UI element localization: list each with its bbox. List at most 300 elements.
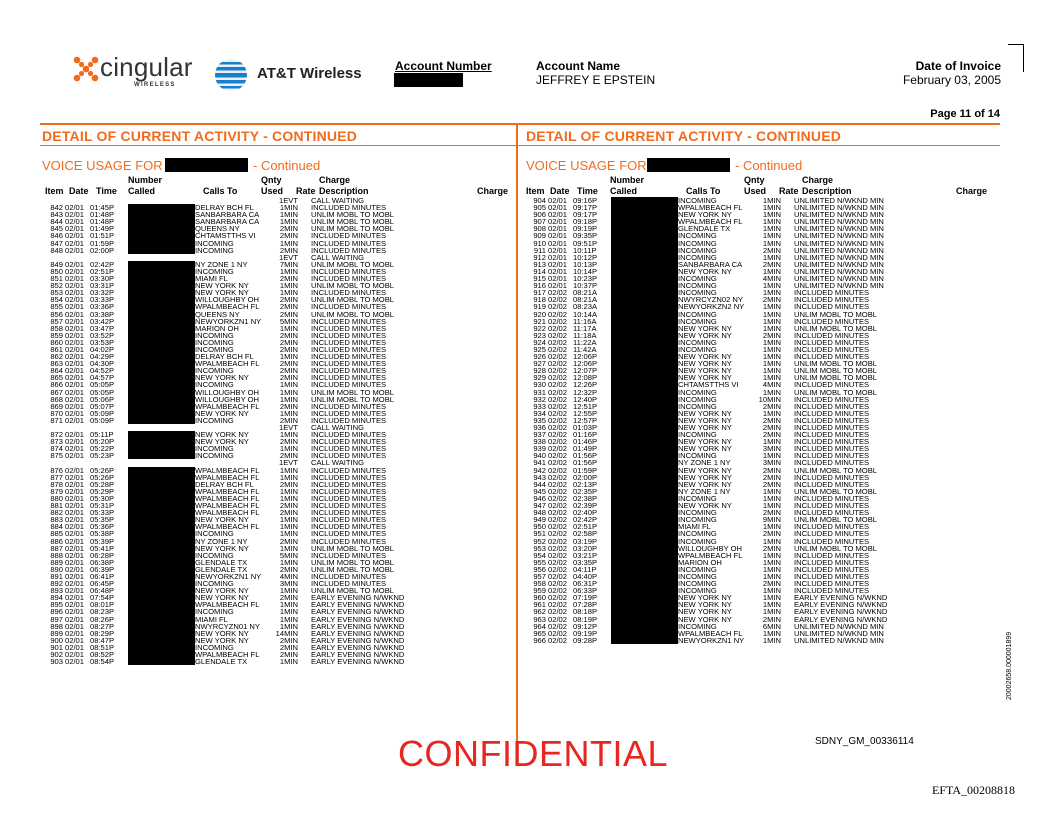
row-time: 12:08P [573, 373, 598, 383]
row-calls-to: INCOMING [678, 337, 717, 347]
row-calls-to: WPALMBEACH FL [195, 359, 260, 369]
row-item: 846 [50, 231, 63, 241]
row-time: 03:38P [90, 309, 115, 319]
number-redaction [611, 282, 678, 289]
row-calls-to: INCOMING [678, 508, 717, 518]
row-description: EARLY EVENING N/WKND [311, 593, 405, 603]
row-time: 02:35P [573, 486, 598, 496]
row-calls-to: MIAMI FL [678, 522, 711, 532]
col-number: Number [128, 175, 163, 185]
number-redaction [611, 247, 678, 254]
row-item: 926 [533, 352, 546, 362]
number-redaction [128, 374, 195, 381]
row-time: 05:09P [90, 408, 115, 418]
row-date: 02/02 [548, 380, 568, 390]
left-phone-redaction [165, 158, 248, 172]
invoice-date-block [903, 59, 1001, 87]
row-qty: 2MIN [279, 508, 298, 518]
row-calls-to: NEW YORK NY [678, 472, 732, 482]
number-redaction [611, 467, 678, 474]
row-calls-to: INCOMING [678, 493, 717, 503]
row-qty: 2MIN [279, 330, 298, 340]
row-calls-to: WILLOUGHBY OH [678, 543, 742, 553]
row-date: 02/02 [548, 515, 568, 525]
row-description: INCLUDED MINUTES [311, 373, 387, 383]
row-time: 06:28P [90, 550, 115, 560]
row-item: 842 [50, 203, 63, 213]
row-date: 02/01 [65, 387, 85, 397]
row-qty: 1MIN [762, 536, 781, 546]
row-time: 09:17P [573, 210, 598, 220]
row-time: 08:21A [573, 295, 598, 305]
row-item: 896 [50, 607, 63, 617]
row-item: 869 [50, 401, 63, 411]
row-calls-to: INCOMING [195, 451, 234, 461]
row-qty: 2MIN [279, 344, 298, 354]
number-redaction [611, 580, 678, 587]
row-description: INCLUDED MINUTES [311, 529, 387, 539]
row-qty: 1MIN [762, 557, 781, 567]
number-redaction [128, 623, 195, 630]
col-charge-top: Charge [802, 175, 834, 185]
row-time: 08:01P [90, 600, 115, 610]
row-description: INCLUDED MINUTES [794, 536, 870, 546]
row-date: 02/01 [65, 224, 85, 234]
row-description: INCLUDED MINUTES [311, 536, 387, 546]
row-date: 02/01 [548, 231, 568, 241]
row-qty: 2MIN [279, 224, 298, 234]
row-description: EARLY EVENING N/WKND [311, 628, 405, 638]
row-item: 922 [533, 323, 546, 333]
row-date: 02/01 [65, 238, 85, 248]
row-time: 07:19P [573, 593, 598, 603]
row-item: 857 [50, 316, 63, 326]
number-redaction [611, 424, 678, 431]
number-redaction [128, 211, 195, 218]
row-item: 954 [533, 550, 546, 560]
row-date: 02/01 [65, 501, 85, 511]
row-item: 903 [50, 657, 63, 667]
row-calls-to: INCOMING [195, 266, 234, 276]
row-description: INCLUDED MINUTES [794, 579, 870, 589]
number-redaction [611, 417, 678, 424]
row-calls-to: WPALMBEACH FL [195, 501, 260, 511]
row-description: UNLIM MOBL TO MOBL [311, 309, 394, 319]
number-redaction [611, 396, 678, 403]
row-calls-to: NEW YORK NY [678, 352, 732, 362]
row-description: INCLUDED MINUTES [311, 408, 387, 418]
row-time: 03:33P [90, 295, 115, 305]
number-redaction [128, 296, 195, 303]
row-description: INCLUDED MINUTES [311, 274, 387, 284]
number-redaction [611, 346, 678, 353]
number-redaction [611, 218, 678, 225]
row-calls-to: NEW YORK NY [678, 444, 732, 454]
row-date: 02/02 [548, 394, 568, 404]
row-calls-to: NEWYORKZN1 NY [678, 635, 745, 645]
col-charge-top: Charge [319, 175, 351, 185]
row-qty: 1MIN [279, 600, 298, 610]
row-calls-to: NEW YORK NY [678, 423, 732, 432]
row-time: 09:51P [573, 238, 598, 248]
row-description: CALL WAITING [311, 423, 365, 432]
row-description: UNLIM MOBL TO MOBL [311, 295, 394, 305]
row-calls-to: NWYRCYZN02 NY [678, 295, 743, 305]
row-date: 02/02 [548, 359, 568, 369]
row-date: 02/01 [548, 281, 568, 291]
row-qty: 1MIN [279, 352, 298, 362]
row-time: 05:39P [90, 536, 115, 546]
row-qty: 1MIN [762, 564, 781, 574]
row-qty: 2MIN [279, 401, 298, 411]
row-item: 894 [50, 593, 63, 603]
row-time: 09:19P [573, 224, 598, 234]
invoice-date-label: Date of Invoice [915, 59, 1001, 73]
row-time: 05:07P [90, 401, 115, 411]
row-qty: 1MIN [762, 203, 781, 213]
row-time: 10:12P [573, 252, 598, 262]
row-item: 873 [50, 437, 63, 447]
row-time: 05:26P [90, 465, 115, 475]
row-time: 10:23P [573, 274, 598, 284]
row-date: 02/02 [548, 501, 568, 511]
row-calls-to: NEW YORK NY [678, 437, 732, 447]
row-date: 02/01 [548, 238, 568, 248]
row-calls-to: INCOMING [195, 529, 234, 539]
number-redaction [128, 332, 195, 339]
page-number: Page 11 of 14 [930, 108, 1000, 120]
row-time: 06:41P [90, 571, 115, 581]
row-time: 03:32P [90, 288, 115, 298]
row-item: 864 [50, 366, 63, 376]
number-redaction [128, 353, 195, 360]
row-qty: 1MIN [279, 387, 298, 397]
row-date: 02/02 [548, 508, 568, 518]
row-calls-to: GLENDALE TX [195, 564, 248, 574]
row-item: 927 [533, 359, 546, 369]
number-redaction [128, 247, 195, 254]
number-redaction [128, 616, 195, 623]
row-description: UNLIM MOBL TO MOBL [311, 281, 394, 291]
row-qty: 2MIN [279, 564, 298, 574]
row-item: 871 [50, 415, 63, 425]
row-qty: 9MIN [762, 515, 781, 525]
row-date: 02/01 [65, 557, 85, 567]
row-calls-to: WILLOUGHBY OH [195, 387, 259, 397]
row-time: 02:00P [90, 245, 115, 255]
row-qty: 2MIN [279, 642, 298, 652]
row-time: 01:16P [573, 430, 598, 440]
row-time: 12:26P [573, 380, 598, 390]
row-description: INCLUDED MINUTES [794, 529, 870, 539]
number-redaction [611, 261, 678, 268]
row-calls-to: NEW YORK NY [678, 415, 732, 425]
row-time: 05:06P [90, 394, 115, 404]
row-qty: 1MIN [762, 352, 781, 362]
row-description: INCLUDED MINUTES [794, 295, 870, 305]
row-calls-to: INCOMING [678, 571, 717, 581]
row-time: 04:52P [90, 366, 115, 376]
row-time: 12:55P [573, 408, 598, 418]
row-item: 887 [50, 543, 63, 553]
number-redaction [611, 630, 678, 637]
row-calls-to: INCOMING [678, 536, 717, 546]
row-item: 849 [50, 259, 63, 269]
row-time: 09:12P [573, 621, 598, 631]
row-calls-to: WPALMBEACH FL [195, 472, 260, 482]
row-description: INCLUDED MINUTES [311, 430, 387, 440]
row-date: 02/02 [548, 621, 568, 631]
row-time: 06:39P [90, 564, 115, 574]
row-item: 935 [533, 415, 546, 425]
row-calls-to: INCOMING [678, 238, 717, 248]
row-qty: 1MIN [762, 493, 781, 503]
row-time: 01:51P [90, 231, 115, 241]
row-item: 950 [533, 522, 546, 532]
row-calls-to: INCOMING [678, 529, 717, 539]
row-description: EARLY EVENING N/WKND [311, 621, 405, 631]
row-date: 02/01 [65, 437, 85, 447]
row-item: 962 [533, 607, 546, 617]
row-item: 847 [50, 238, 63, 248]
number-redaction [128, 516, 195, 523]
row-qty: 2MIN [762, 529, 781, 539]
row-description: INCLUDED MINUTES [794, 430, 870, 440]
row-qty: 2MIN [279, 451, 298, 461]
row-time: 02:42P [573, 515, 598, 525]
number-redaction [128, 275, 195, 282]
row-time: 05:29P [90, 486, 115, 496]
number-redaction [611, 452, 678, 459]
row-date: 02/01 [65, 607, 85, 617]
row-item: 915 [533, 274, 546, 284]
row-description: INCLUDED MINUTES [311, 302, 387, 312]
row-calls-to: DELRAY BCH FL [195, 203, 254, 213]
row-date: 02/01 [548, 266, 568, 276]
row-description: INCLUDED MINUTES [311, 550, 387, 560]
row-calls-to: DELRAY BCH FL [195, 479, 254, 489]
row-description: UNLIM MOBL TO MOBL [311, 387, 394, 397]
row-date: 02/02 [548, 571, 568, 581]
row-calls-to: INCOMING [195, 238, 234, 248]
row-date: 02/01 [65, 543, 85, 553]
row-calls-to: INCOMING [195, 444, 234, 454]
right-section-title: DETAIL OF CURRENT ACTIVITY - CONTINUED [526, 128, 842, 144]
row-description: INCLUDED MINUTES [794, 458, 870, 468]
row-date: 02/02 [548, 536, 568, 546]
row-calls-to: DELRAY BCH FL [195, 352, 254, 362]
row-item: 905 [533, 203, 546, 213]
row-calls-to: INCOMING [678, 387, 717, 397]
row-date: 02/02 [548, 337, 568, 347]
row-calls-to: NY ZONE 1 NY [678, 486, 731, 496]
row-date: 02/02 [548, 316, 568, 326]
row-description: INCLUDED MINUTES [794, 337, 870, 347]
row-qty: 1MIN [762, 366, 781, 376]
row-description: UNLIMITED N/WKND MIN [794, 281, 884, 291]
row-description: UNLIM MOBL TO MOBL [311, 557, 394, 567]
row-time: 04:29P [90, 352, 115, 362]
row-calls-to: MIAMI FL [195, 274, 228, 284]
row-date: 02/01 [65, 586, 85, 596]
row-qty: 6MIN [762, 621, 781, 631]
row-item: 885 [50, 529, 63, 539]
efta-number: EFTA_00208818 [932, 783, 1016, 797]
number-redaction [611, 204, 678, 211]
number-redaction [611, 431, 678, 438]
row-qty: 1MIN [762, 522, 781, 532]
number-redaction [128, 488, 195, 495]
row-calls-to: NEW YORK NY [195, 515, 249, 525]
row-qty: 1MIN [762, 252, 781, 262]
number-redaction [611, 566, 678, 573]
row-time: 04:11P [573, 564, 597, 574]
row-date: 02/01 [65, 203, 85, 213]
row-item: 879 [50, 486, 63, 496]
row-qty: 2MIN [762, 295, 781, 305]
row-item: 912 [533, 252, 546, 262]
row-calls-to: INCOMING [195, 337, 234, 347]
number-redaction [128, 481, 195, 488]
row-date: 02/02 [548, 600, 568, 610]
row-calls-to: GLENDALE TX [195, 657, 248, 667]
row-description: EARLY EVENING N/WKND [311, 635, 405, 645]
row-qty: 1MIN [279, 621, 298, 631]
row-time: 06:31P [573, 579, 598, 589]
side-stamp: 20002658.000001899 [1006, 631, 1013, 700]
row-description: INCLUDED MINUTES [311, 330, 387, 340]
row-time: 07:28P [573, 600, 598, 610]
row-item: 886 [50, 536, 63, 546]
row-time: 10:13P [573, 259, 598, 269]
row-qty: 5MIN [279, 550, 298, 560]
row-time: 11:16A [573, 316, 597, 326]
row-time: 05:33P [90, 508, 115, 518]
number-redaction [128, 559, 195, 566]
number-redaction [611, 573, 678, 580]
number-redaction [128, 566, 195, 573]
number-redaction [611, 438, 678, 445]
row-qty: 1MIN [762, 486, 781, 496]
row-date: 02/02 [548, 295, 568, 305]
row-description: UNLIMITED N/WKND MIN [794, 203, 884, 213]
row-item: 859 [50, 330, 63, 340]
row-item: 920 [533, 309, 546, 319]
row-description: EARLY EVENING N/WKND [794, 593, 888, 603]
row-date: 02/01 [548, 196, 568, 205]
account-name-label: Account Name [536, 59, 621, 73]
row-qty: 2MIN [279, 274, 298, 284]
right-voice-usage-label: VOICE USAGE FOR [526, 158, 647, 173]
row-qty: 1MIN [762, 635, 781, 645]
row-date: 02/01 [65, 550, 85, 560]
number-redaction [611, 389, 678, 396]
row-qty: 1MIN [762, 451, 781, 461]
row-qty: 2MIN [762, 401, 781, 411]
row-calls-to: NEWYORKZN1 NY [195, 316, 262, 326]
row-description: INCLUDED MINUTES [311, 579, 387, 589]
row-qty: 2MIN [279, 359, 298, 369]
row-calls-to: NEW YORK NY [195, 635, 249, 645]
row-qty: 1MIN [762, 607, 781, 617]
row-calls-to: INCOMING [678, 430, 717, 440]
number-redaction [611, 403, 678, 410]
row-item: 867 [50, 387, 63, 397]
row-qty: 2MIN [279, 415, 298, 425]
row-date: 02/02 [548, 472, 568, 482]
row-item: 948 [533, 508, 546, 518]
row-qty: 2MIN [279, 245, 298, 255]
row-item: 878 [50, 479, 63, 489]
table-row [41, 247, 511, 254]
att-globe-icon [213, 57, 249, 93]
row-date: 02/01 [65, 408, 85, 418]
row-time: 02:00P [573, 472, 598, 482]
row-description: UNLIM MOBL TO MOBL [794, 309, 877, 319]
row-description: INCLUDED MINUTES [311, 352, 387, 362]
row-date: 02/01 [65, 401, 85, 411]
row-description: UNLIMITED N/WKND MIN [794, 628, 884, 638]
number-redaction [611, 381, 678, 388]
column-divider [516, 123, 518, 756]
col-date: Date [550, 186, 570, 196]
row-qty: 2MIN [762, 472, 781, 482]
row-description: INCLUDED MINUTES [794, 472, 870, 482]
row-item: 932 [533, 394, 546, 404]
row-date: 02/01 [65, 472, 85, 482]
row-qty: 1MIN [279, 281, 298, 291]
confidential-stamp: CONFIDENTIAL [398, 733, 669, 774]
row-date: 02/01 [548, 203, 568, 213]
row-qty: 1MIN [279, 238, 298, 248]
row-calls-to: NEW YORK NY [195, 281, 249, 291]
row-calls-to: INCOMING [195, 642, 234, 652]
row-date: 02/02 [548, 387, 568, 397]
row-calls-to: INCOMING [678, 515, 717, 525]
row-item: 958 [533, 579, 546, 589]
right-phone-redaction [647, 158, 730, 172]
row-time: 12:57P [573, 415, 598, 425]
row-time: 05:36P [90, 522, 115, 532]
row-description: INCLUDED MINUTES [794, 288, 870, 298]
col-charge: Charge [956, 186, 988, 196]
row-calls-to: CHTAMSTTHS VI [195, 231, 256, 241]
row-item: 963 [533, 614, 546, 624]
row-qty: 2MIN [279, 302, 298, 312]
row-date: 02/01 [65, 642, 85, 652]
row-time: 09:17P [573, 203, 598, 213]
number-redaction [128, 608, 195, 615]
row-qty: 2MIN [762, 415, 781, 425]
row-date: 02/01 [65, 380, 85, 390]
row-time: 06:48P [90, 586, 115, 596]
row-item: 919 [533, 302, 546, 312]
row-description: UNLIM MOBL TO MOBL [794, 515, 877, 525]
row-time: 05:11P [90, 430, 114, 440]
row-item: 937 [533, 430, 546, 440]
col-used: Used [744, 186, 767, 196]
row-date: 02/02 [548, 586, 568, 596]
row-date: 02/01 [65, 359, 85, 369]
row-qty: 1MIN [279, 323, 298, 333]
row-item: 916 [533, 281, 546, 291]
row-qty: 1MIN [279, 557, 298, 567]
row-description: INCLUDED MINUTES [311, 501, 387, 511]
row-description: INCLUDED MINUTES [311, 486, 387, 496]
row-date: 02/01 [65, 465, 85, 475]
row-date: 02/01 [65, 564, 85, 574]
number-redaction [128, 367, 195, 374]
